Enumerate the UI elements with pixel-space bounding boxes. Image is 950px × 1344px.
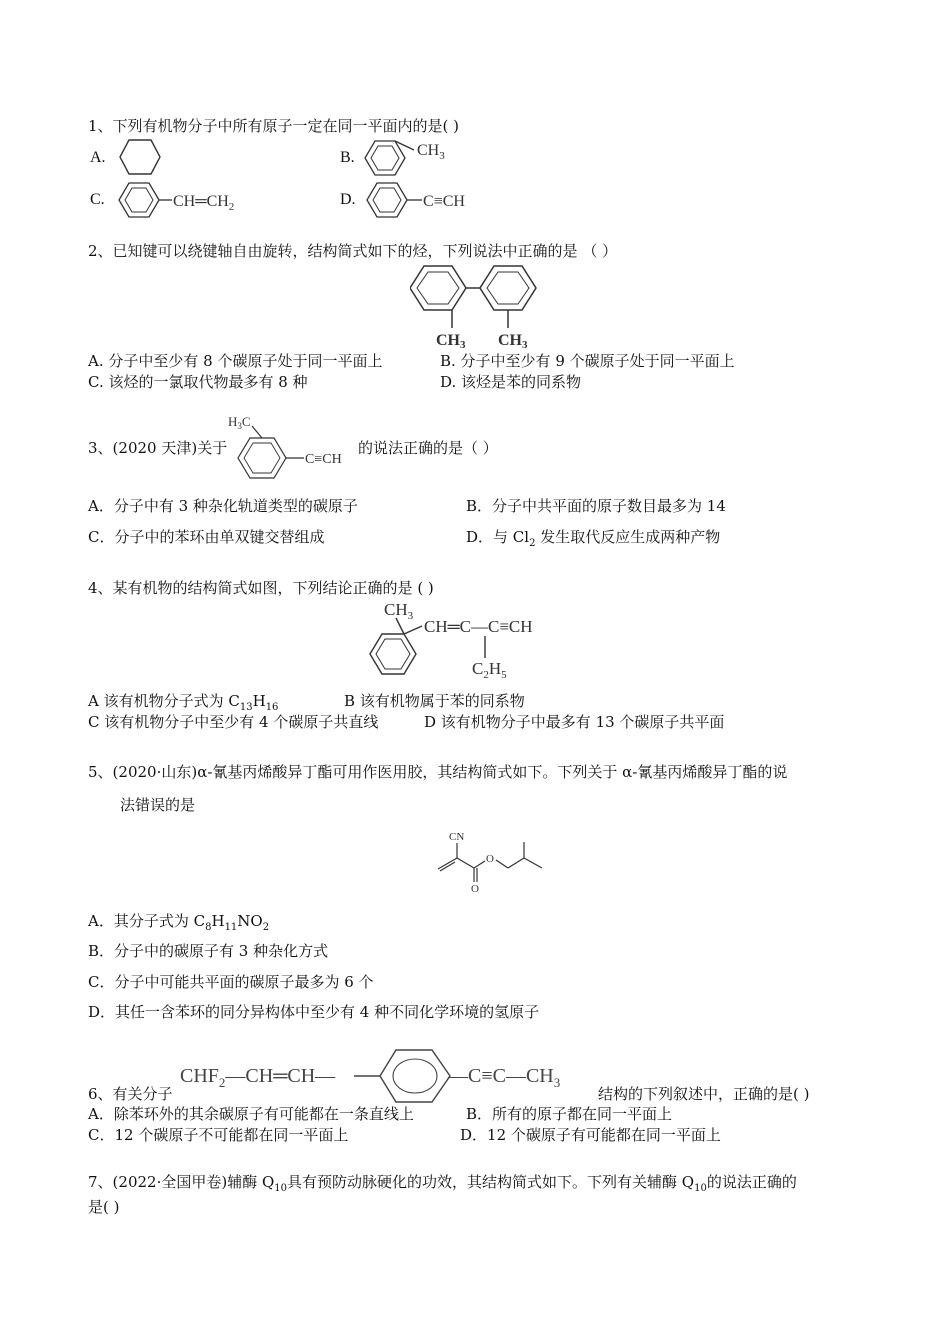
q1-styrene-structure [118, 180, 268, 220]
q7-stem-line1: 7、(2022·全国甲卷)辅酶 $Q_{10}$具有预防动脉硬化的功效，其结构简式如下。下列有关辅酶 $Q_{10}$的说法正确的 [88, 1173, 797, 1194]
q6-stem-prefix: 6、有关分子 [88, 1085, 173, 1103]
q1-option-b-label: B. [340, 149, 355, 166]
q6-option-d: D．12 个碳原子有可能都在同一平面上 [460, 1126, 721, 1144]
q1-stem: 1、下列有机物分子中所有原子一定在同一平面内的是( ) [88, 117, 460, 135]
q4-ethyl-text: $C_2H_5$ [472, 659, 507, 681]
q1-option-d-label: D. [340, 191, 356, 208]
q5-option-d: D．其任一含苯环的同分异构体中至少有 4 种不同化学环境的氢原子 [88, 1003, 540, 1021]
q1-phenylacetylene-structure [366, 180, 486, 220]
q3-structure [224, 410, 356, 480]
q4-methyl-text: $CH_3$ [384, 600, 414, 622]
q4-option-c: C 该有机物分子中至少有 4 个碳原子共直线 [88, 713, 379, 731]
q1-cyclohexane-structure [118, 138, 162, 176]
q1-b-methyl-text: $CH_3$ [417, 142, 445, 162]
q3-h3c-text: $H_3C$ [228, 414, 251, 431]
q5-cn-text: CN [449, 831, 465, 843]
q2-methyl-left-text: CH3 [436, 332, 466, 350]
q4-stem: 4、某有机物的结构简式如图，下列结论正确的是 ( ) [88, 579, 434, 597]
q5-option-b: B．分子中的碳原子有 3 种杂化方式 [88, 942, 329, 960]
q3-option-d: D．与 $Cl_2$ 发生取代反应生成两种产物 [466, 528, 721, 549]
q4-option-a: A 该有机物分子式为 $C_{13}H_{16}$ [88, 692, 279, 713]
q2-option-c: C. 该烃的一氯取代物最多有 8 种 [88, 373, 308, 391]
q1-c-vinyl-text: $CH═CH_2$ [173, 193, 235, 213]
q5-option-c: C．分子中可能共平面的碳原子最多为 6 个 [88, 973, 374, 991]
q2-dimethylbiphenyl-structure [410, 262, 550, 350]
q4-structure [364, 596, 594, 686]
q5-carbonyl-o-text: O [471, 883, 479, 895]
q4-option-d: D 该有机物分子中最多有 13 个碳原子共平面 [424, 713, 725, 731]
q3-option-b: B．分子中共平面的原子数目最多为 14 [466, 497, 726, 515]
q2-methyl-right-text: CH3 [498, 332, 528, 350]
q4-option-b: B 该有机物属于苯的同系物 [344, 692, 525, 710]
q7-stem-line2: 是( ) [88, 1198, 120, 1216]
q4-chain-text: CH═C—C≡CH [424, 617, 533, 636]
q5-ester-o-text: O [486, 853, 494, 865]
q6-option-b: B．所有的原子都在同一平面上 [466, 1105, 673, 1123]
q3-option-c: C．分子中的苯环由单双键交替组成 [88, 528, 325, 546]
q3-option-a: A．分子中有 3 种杂化轨道类型的碳原子 [88, 497, 358, 515]
q2-option-d: D. 该烃是苯的同系物 [440, 373, 582, 391]
q6-left-chain-text: $CHF_2—CH═CH—$ [180, 1065, 336, 1090]
q3-ethynyl-text: C≡CH [305, 452, 342, 467]
q5-stem-line1: 5、(2020·山东)α-氰基丙烯酸异丁酯可用作医用胶，其结构简式如下。下列关于 α-氰基丙烯酸异丁酯的说 [88, 763, 788, 781]
q1-option-c-label: C. [90, 191, 105, 208]
q6-stem-suffix: 结构的下列叙述中，正确的是( ) [598, 1085, 810, 1103]
q2-stem: 2、已知键可以绕键轴自由旋转，结构简式如下的烃，下列说法中正确的是 （ ） [88, 242, 618, 260]
q5-stem-line2: 法错误的是 [120, 796, 196, 814]
q2-option-a: A. 分子中至少有 8 个碳原子处于同一平面上 [88, 352, 383, 370]
q6-right-chain-text: $—C\equiv C—CH_3$ [448, 1065, 561, 1090]
q6-option-c: C．12 个碳原子不可能都在同一平面上 [88, 1126, 349, 1144]
q2-option-b: B. 分子中至少有 9 个碳原子处于同一平面上 [440, 352, 735, 370]
q1-toluene-structure [362, 134, 462, 176]
q5-isobutyl-cyanoacrylate-structure [430, 826, 550, 896]
q1-d-ethynyl-text: C≡CH [423, 193, 465, 210]
q5-option-a: A．其分子式为 $C_8H_{11}NO_2$ [88, 912, 270, 933]
q3-stem-suffix: 的说法正确的是（ ） [358, 439, 498, 457]
q1-option-a-label: A. [90, 149, 106, 166]
q3-stem-prefix: 3、(2020 天津)关于 [88, 439, 228, 457]
q6-option-a: A．除苯环外的其余碳原子有可能都在一条直线上 [88, 1105, 414, 1123]
q6-structure [176, 1044, 596, 1104]
